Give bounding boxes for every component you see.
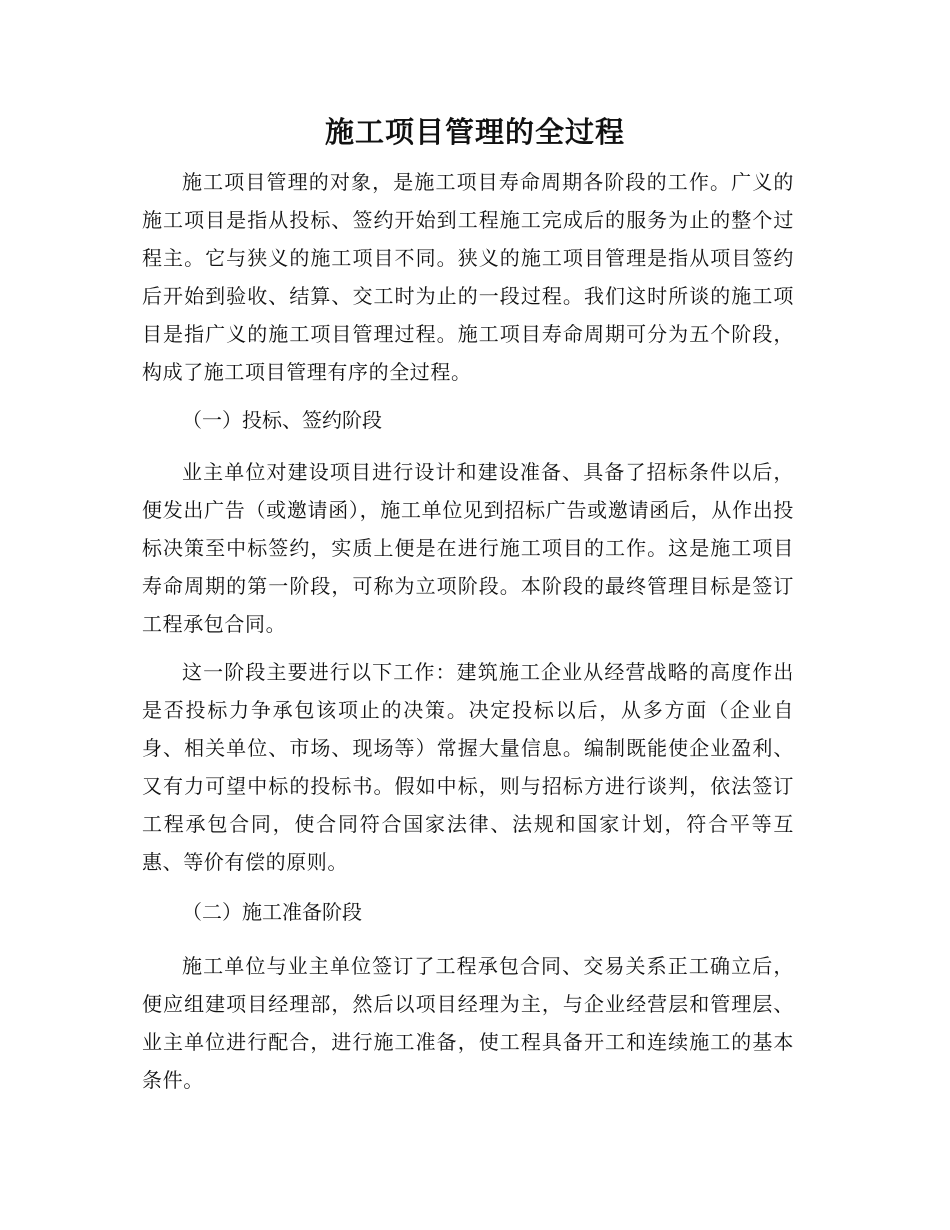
bidding-paragraph-2: 这一阶段主要进行以下工作：建筑施工企业从经营战略的高度作出是否投标力争承包该项止的决策。决定投标以后，从多方面（企业自身、相关单位、市场、现场等）常握大量信息。编制既能使企业盈利、又有力可望中标的投标书。假如中标，则与招标方进行谈判，依法签订工程承包合同，使合同符合国家法律、法规和国家计划，符合平等互惠、等价有偿的原则。: [142, 660, 794, 874]
preparation-paragraph: 施工单位与业主单位签订了工程承包合同、交易关系正工确立后，便应组建项目经理部，然后以项目经理为主，与企业经营层和管理层、业主单位进行配合，进行施工准备，使工程具备开工和连续施工的基本条件。: [142, 954, 794, 1092]
section-heading-bidding: （一）投标、签约阶段: [182, 408, 382, 432]
bidding-paragraph-1: 业主单位对建设项目进行设计和建设准备、具备了招标条件以后，便发出广告（或邀请函），施工单位见到招标广告或邀请函后，从作出投标决策至中标签约，实质上便是在进行施工项目的工作。这是施工项目寿命周期的第一阶段，可称为立项阶段。本阶段的最终管理目标是签订工程承包合同。: [142, 460, 794, 636]
document-title: 施工项目管理的全过程: [324, 115, 625, 149]
section-heading-preparation: （二）施工准备阶段: [182, 900, 362, 924]
intro-paragraph: 施工项目管理的对象，是施工项目寿命周期各阶段的工作。广义的施工项目是指从投标、签约开始到工程施工完成后的服务为止的整个过程主。它与狭义的施工项目不同。狭义的施工项目管理是指从项目签约后开始到验收、结算、交工时为止的一段过程。我们这时所谈的施工项目是指广义的施工项目管理过程。施工项目寿命周期可分为五个阶段，构成了施工项目管理有序的全过程。: [142, 170, 794, 384]
